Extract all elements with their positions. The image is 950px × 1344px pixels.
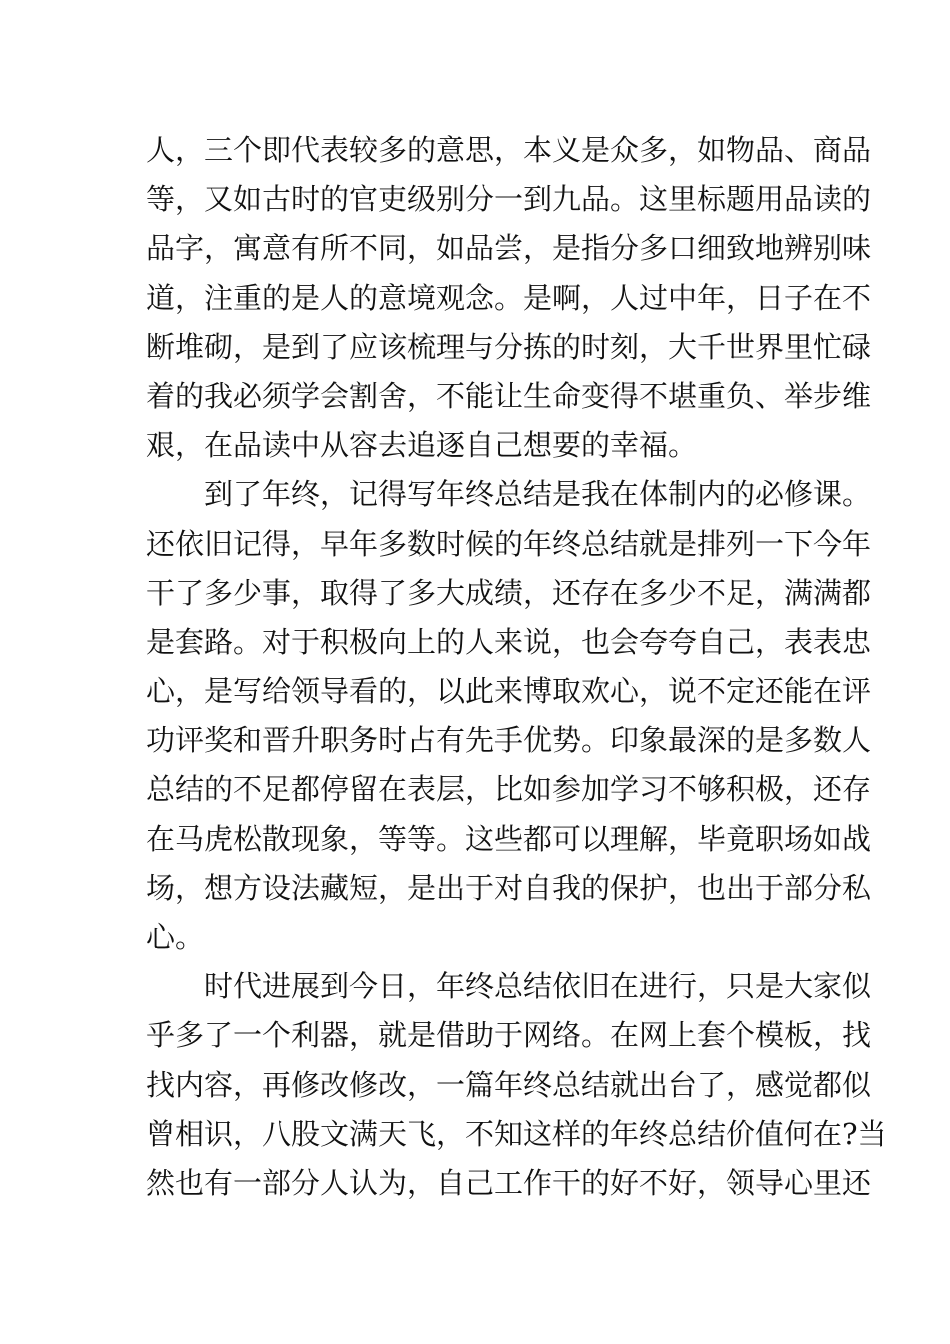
- text-line: 到了年终，记得写年终总结是我在体制内的必修课。: [204, 477, 872, 512]
- text-line: 品字，寓意有所不同，如品尝，是指分多口细致地辨别味: [146, 231, 872, 266]
- text-line: 道，注重的是人的意境观念。是啊，人过中年，日子在不: [146, 280, 872, 315]
- text-line: 还依旧记得，早年多数时候的年终总结就是排列一下今年: [146, 526, 872, 561]
- text-line: 总结的不足都停留在表层，比如参加学习不够积极，还存: [146, 772, 872, 807]
- text-line: 干了多少事，取得了多大成绩，还存在多少不足，满满都: [146, 575, 872, 610]
- text-line: 着的我必须学会割舍，不能让生命变得不堪重负、举步维: [146, 378, 872, 413]
- text-line: 场，想方设法藏短，是出于对自我的保护，也出于部分私: [146, 870, 872, 905]
- text-line: 艰，在品读中从容去追逐自己想要的幸福。: [146, 428, 698, 463]
- body-text: [146, 126, 887, 1208]
- text-line: 等，又如古时的官吏级别分一到九品。这里标题用品读的: [146, 182, 872, 217]
- text-line: 心，是写给领导看的，以此来博取欢心，说不定还能在评: [146, 674, 872, 709]
- text-line: 在马虎松散现象，等等。这些都可以理解，毕竟职场如战: [146, 821, 872, 856]
- text-line: 时代进展到今日，年终总结依旧在进行，只是大家似: [204, 969, 872, 1004]
- text-line: 功评奖和晋升职务时占有先手优势。印象最深的是多数人: [146, 723, 872, 758]
- text-line: 心。: [146, 920, 205, 954]
- text-line: 曾相识，八股文满天飞，不知这样的年终总结价值何在?当: [146, 1116, 887, 1151]
- text-line: 人，三个即代表较多的意思，本义是众多，如物品、商品: [146, 133, 872, 167]
- text-line: 断堆砌，是到了应该梳理与分拣的时刻，大千世界里忙碌: [146, 329, 872, 364]
- text-line: 然也有一部分人认为，自己工作干的好不好，领导心里还: [146, 1165, 872, 1200]
- text-line: 是套路。对于积极向上的人来说，也会夸夸自己，表表忠: [146, 624, 872, 659]
- text-line: 乎多了一个利器，就是借助于网络。在网上套个模板，找: [146, 1018, 872, 1053]
- text-line: 找内容，再修改修改，一篇年终总结就出台了，感觉都似: [146, 1067, 872, 1102]
